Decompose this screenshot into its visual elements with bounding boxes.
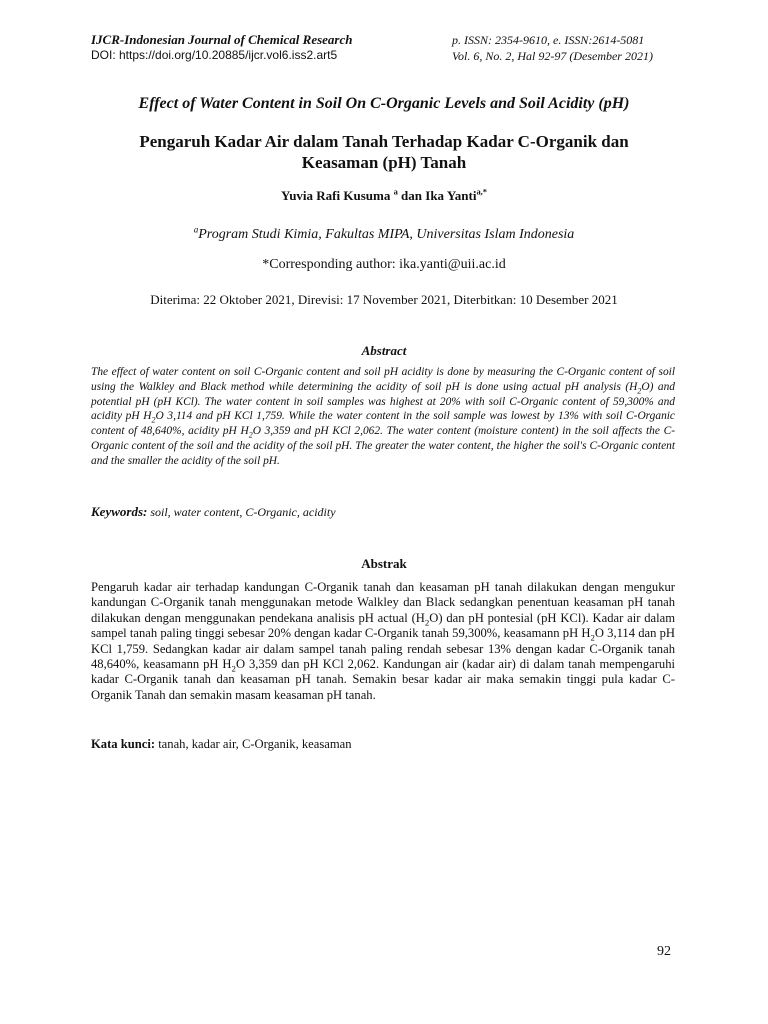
journal-name: IJCR-Indonesian Journal of Chemical Research xyxy=(91,32,353,47)
doi-link[interactable]: DOI: https://doi.org/10.20885/ijcr.vol6.iss2.art5 xyxy=(91,48,338,62)
affiliation-mark: a xyxy=(193,224,199,235)
keywords-label: Keywords: xyxy=(91,504,148,519)
kata-kunci-text: tanah, kadar air, C-Organik, keasaman xyxy=(158,737,352,751)
corresponding-author: *Corresponding author: ika.yanti@uii.ac.id xyxy=(262,257,506,272)
author-2-affiliation-mark: a,* xyxy=(476,186,487,197)
abstrak-indonesian: Pengaruh kadar air terhadap kandungan C-Organik tanah dan keasaman pH tanah dilakukan dengan mengukur kandungan C-Organik tanah menggunakan metode Walkley dan Black sedangkan penentuan keasaman pH tanah dilakukan dengan menggunakan pendekana analisis pH actual $(H_2O)$ dan pH pontesial (pH KCl). Kadar air dalam sampel tanah paling tinggi sebesar 20% dengan kadar C-Organik tanah 59,300%, keasamann pH $H_2O$ 3,114 dan pH KCl 1,759. Sedangkan kadar air dalam sampel tanah paling rendah sebesar 13% dengan kadar C-Organik tanah 48,640%, keasamann pH $H_2O$ 3,359 dan pH KCl 2,062. Kandungan air (kadar air) di dalam tanah mempengaruhi kadar C-Organik tanah dan keasaman pH tanah. Semakin besar kadar air maka semakin tinggi pula kadar C-Organik Tanah dan semakin masam keasaman pH tanah. xyxy=(91,580,675,702)
volume-info: Vol. 6, No. 2, Hal 92-97 (Desember 2021) xyxy=(452,49,653,63)
page-number: 92 xyxy=(657,944,671,959)
affiliation xyxy=(60,224,708,243)
author-1: Yuvia Rafi Kusuma xyxy=(281,188,391,203)
kata-kunci-label: Kata kunci: xyxy=(91,737,156,751)
affiliation-text: Program Studi Kimia, Fakultas MIPA, Universitas Islam Indonesia xyxy=(198,227,575,242)
author-2: Ika Yanti xyxy=(425,188,477,203)
article-dates: Diterima: 22 Oktober 2021, Direvisi: 17 November 2021, Diterbitkan: 10 Desember 2021 xyxy=(150,292,618,307)
indonesian-title: Pengaruh Kadar Air dalam Tanah Terhadap Kadar C-Organik dan Keasaman (pH) Tanah xyxy=(139,132,629,172)
abstrak-heading: Abstrak xyxy=(361,556,407,571)
english-title: Effect of Water Content in Soil On C-Organic Levels and Soil Acidity (pH) xyxy=(138,95,630,112)
abstract-english: The effect of water content on soil C-Organic content and soil pH acidity is done by measuring the C-Organic content of soil using the Walkley and Black method while determining the acidity of soil pH is done using actual pH analysis $(H_2O)$ and potential pH (pH KCl). The water content in soil samples was highest at 20% with soil C-Organic content of 59,300% and acidity pH $H_2O$ 3,114 and pH KCl 1,759. While the water content in the soil sample was lowest by 13% with soil C-Organic content of 48,640%, acidity pH $H_2O$ 3,359 and pH KCl 2,062. The water content (moisture content) in the soil affects the C-Organic content of the soil and the acidity of the soil pH. The greater the water content, the higher the soil's C-Organic content and the smaller the acidity of the soil pH. xyxy=(91,366,675,467)
issn-info: p. ISSN: 2354-9610, e. ISSN:2614-5081 xyxy=(452,33,645,47)
author-connector: dan xyxy=(401,188,423,203)
abstract-heading: Abstract xyxy=(361,343,407,358)
author-1-affiliation-mark: a xyxy=(393,186,398,197)
keywords-text: soil, water content, C-Organic, acidity xyxy=(150,505,336,519)
keywords-english xyxy=(91,504,336,520)
keywords-indonesian xyxy=(91,737,352,752)
author-line xyxy=(60,188,708,204)
